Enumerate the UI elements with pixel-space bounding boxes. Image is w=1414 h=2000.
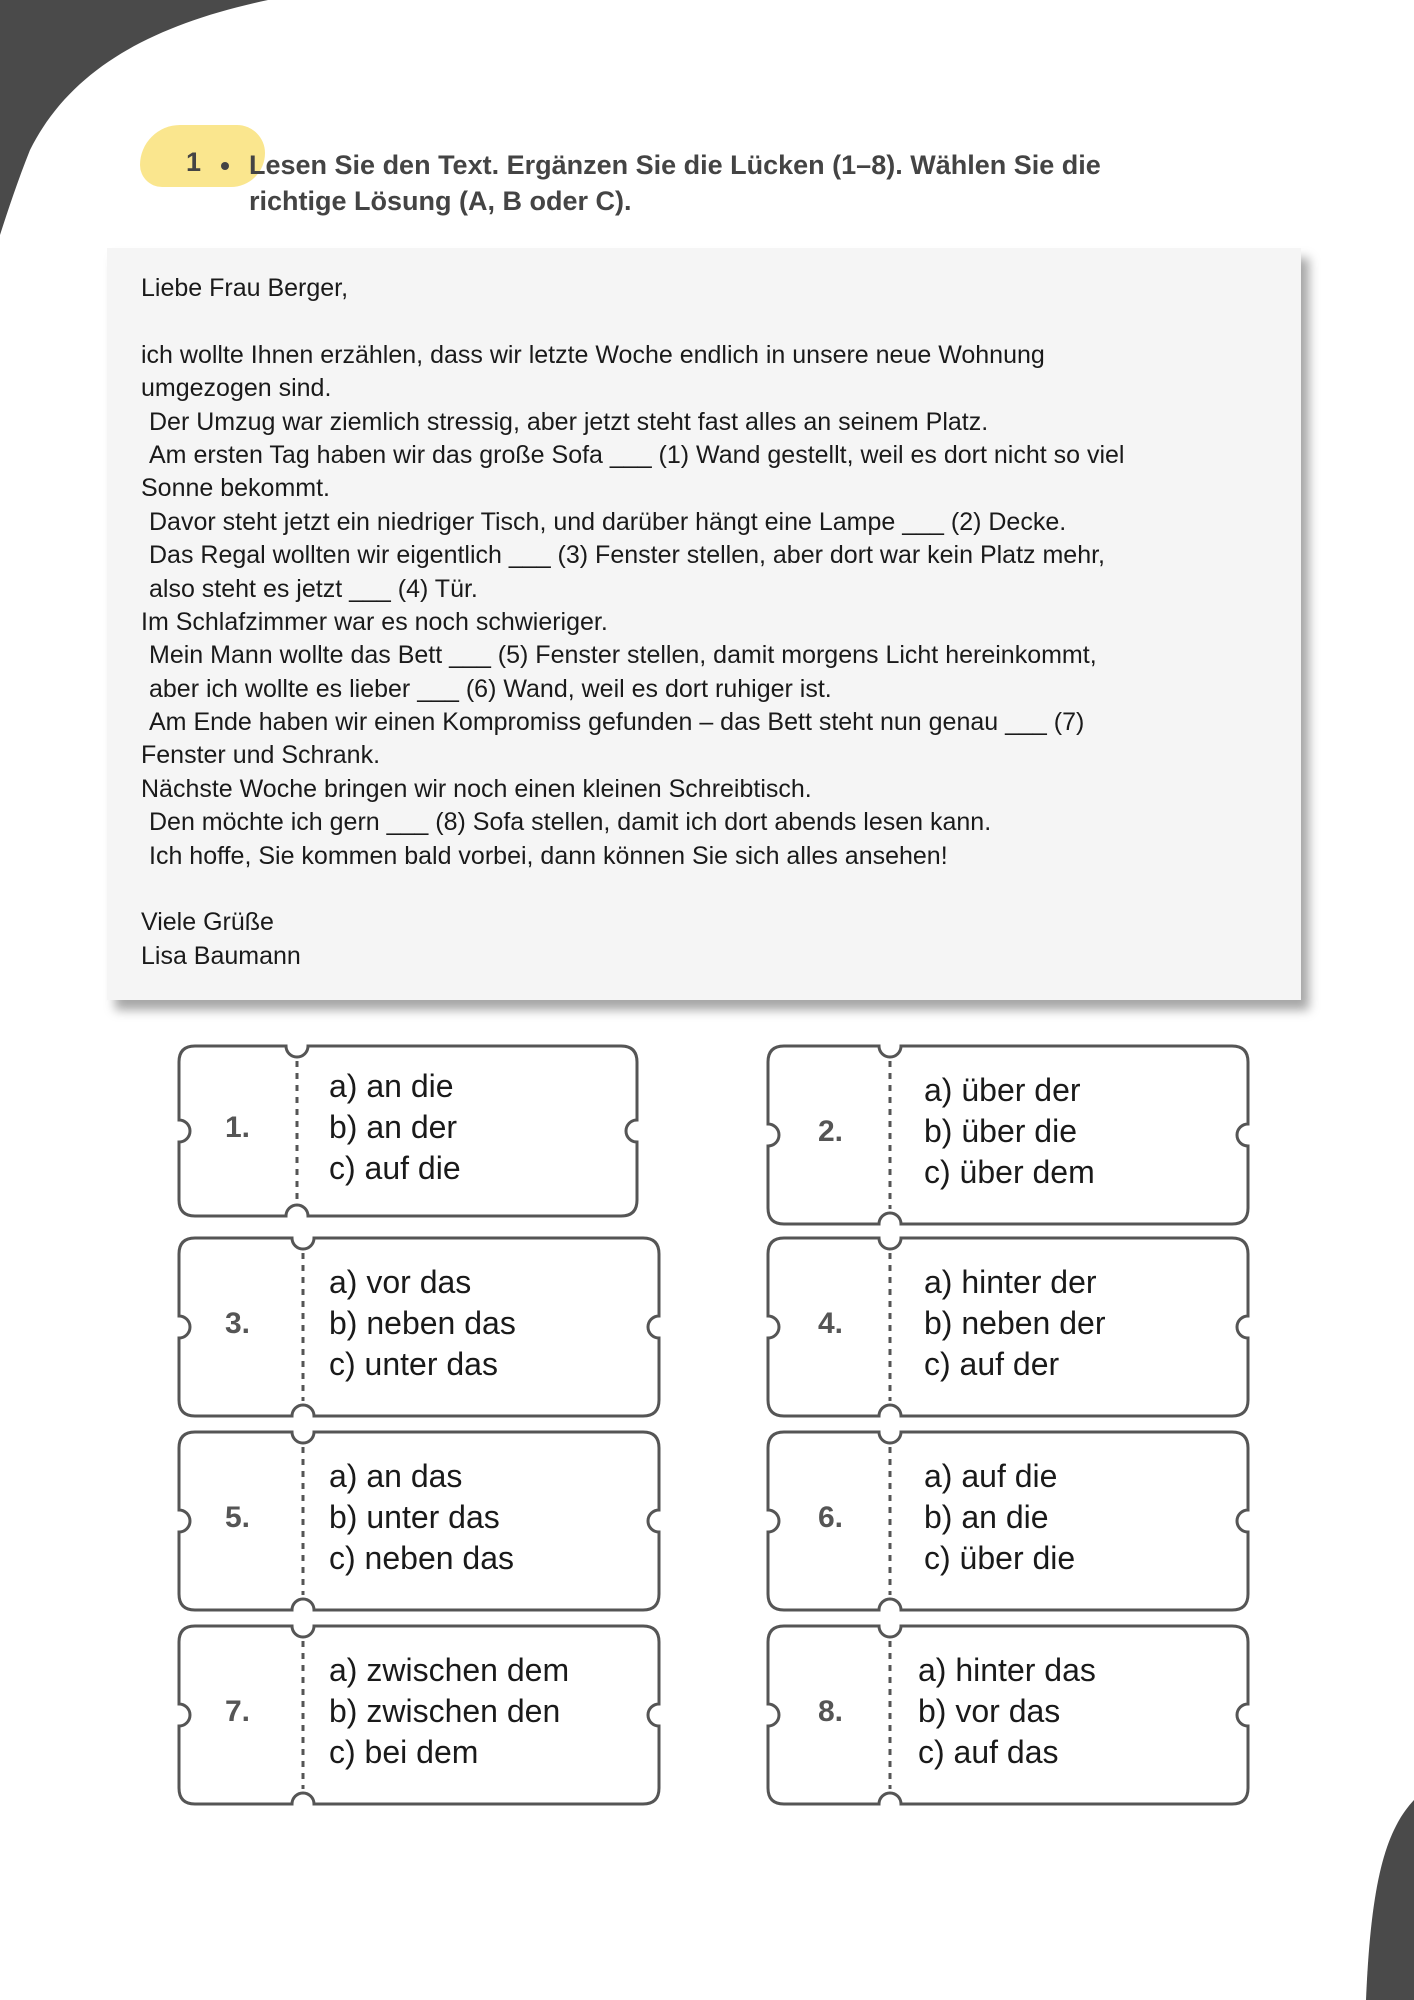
option-b[interactable]: b) über die	[924, 1113, 1077, 1149]
option-b[interactable]: b) neben der	[924, 1305, 1106, 1341]
ticket-number: 8.	[818, 1695, 844, 1728]
letter-line: also steht es jetzt ___ (4) Tür.	[149, 574, 478, 603]
letter-line: Im Schlafzimmer war es noch schwieriger.	[141, 607, 608, 636]
option-a[interactable]: a) an die	[329, 1068, 454, 1104]
ticket-options	[918, 1650, 1096, 1773]
option-a[interactable]: a) vor das	[329, 1264, 472, 1300]
task-instruction: Lesen Sie den Text. Ergänzen Sie die Lücken (1–8). Wählen Sie die richtige Lösung (A, B oder C).	[249, 150, 1101, 216]
corner-blob-top-left	[0, 0, 270, 240]
option-b[interactable]: b) an der	[329, 1109, 458, 1145]
letter-line: Nächste Woche bringen wir noch einen kleinen Schreibtisch.	[141, 774, 812, 803]
ticket-number: 4.	[818, 1307, 844, 1340]
answer-ticket-1	[177, 1044, 635, 1214]
letter-line: Am Ende haben wir einen Kompromiss gefunden – das Bett steht nun genau ___ (7)	[149, 708, 1085, 737]
letter-line: Der Umzug war ziemlich stressig, aber jetzt steht fast alles an seinem Platz.	[149, 407, 989, 436]
answer-ticket-3	[177, 1236, 657, 1414]
letter-closing: Viele Grüße	[141, 908, 274, 937]
letter-salutation: Liebe Frau Berger,	[141, 274, 349, 302]
letter-line: ich wollte Ihnen erzählen, dass wir letzte Woche endlich in unsere neue Wohnung	[141, 340, 1045, 369]
option-b[interactable]: b) vor das	[918, 1693, 1061, 1729]
ticket-options	[329, 1456, 514, 1579]
ticket-options	[924, 1070, 1095, 1193]
option-c[interactable]: c) auf die	[329, 1150, 461, 1186]
task-number: 1	[186, 147, 202, 177]
bullet-dot	[221, 162, 229, 170]
letter-line: Sonne bekommt.	[141, 474, 330, 503]
option-a[interactable]: a) hinter das	[918, 1652, 1096, 1688]
option-b[interactable]: b) neben das	[329, 1305, 516, 1341]
ticket-number: 6.	[818, 1501, 844, 1534]
ticket-options	[329, 1262, 516, 1385]
answer-ticket-2	[766, 1044, 1246, 1222]
letter-line: Ich hoffe, Sie kommen bald vorbei, dann können Sie sich alles ansehen!	[149, 841, 948, 870]
option-c[interactable]: c) auf das	[918, 1734, 1059, 1770]
option-a[interactable]: a) über der	[924, 1072, 1081, 1108]
answer-ticket-5	[177, 1430, 657, 1608]
letter-line: aber ich wollte es lieber ___ (6) Wand, weil es dort ruhiger ist.	[149, 674, 832, 703]
ticket-number: 1.	[225, 1111, 251, 1144]
ticket-number: 7.	[225, 1695, 251, 1728]
option-c[interactable]: c) neben das	[329, 1540, 515, 1576]
ticket-options	[924, 1456, 1075, 1579]
option-b[interactable]: b) zwischen den	[329, 1693, 561, 1729]
answer-ticket-6	[766, 1430, 1246, 1608]
answer-ticket-4	[766, 1236, 1246, 1414]
option-a[interactable]: a) an das	[329, 1458, 463, 1494]
option-c[interactable]: c) bei dem	[329, 1734, 479, 1770]
option-b[interactable]: b) unter das	[329, 1499, 500, 1535]
option-c[interactable]: c) über dem	[924, 1154, 1095, 1190]
ticket-options	[329, 1650, 569, 1773]
ticket-number: 3.	[225, 1307, 251, 1340]
number-highlight	[140, 125, 265, 187]
option-a[interactable]: a) zwischen dem	[329, 1652, 570, 1688]
letter-line: Den möchte ich gern ___ (8) Sofa stellen, damit ich dort abends lesen kann.	[149, 808, 992, 837]
ticket-options	[924, 1262, 1105, 1385]
letter-line: Fenster und Schrank.	[141, 741, 381, 770]
option-c[interactable]: c) über die	[924, 1540, 1076, 1576]
letter-text	[141, 272, 1291, 973]
ticket-number: 2.	[818, 1115, 844, 1148]
option-a[interactable]: a) auf die	[924, 1458, 1058, 1494]
answer-ticket-8	[766, 1624, 1246, 1802]
letter-card	[107, 248, 1301, 1000]
ticket-options	[329, 1066, 461, 1189]
option-c[interactable]: c) auf der	[924, 1346, 1060, 1382]
letter-line: Mein Mann wollte das Bett ___ (5) Fenster stellen, damit morgens Licht hereinkommt,	[149, 641, 1097, 670]
letter-line: umgezogen sind.	[141, 374, 332, 403]
letter-line: Das Regal wollten wir eigentlich ___ (3) Fenster stellen, aber dort war kein Platz mehr,	[149, 541, 1105, 570]
option-b[interactable]: b) an die	[924, 1499, 1049, 1535]
ticket-number: 5.	[225, 1501, 251, 1534]
letter-line: Davor steht jetzt ein niedriger Tisch, und darüber hängt eine Lampe ___ (2) Decke.	[149, 507, 1067, 536]
option-a[interactable]: a) hinter der	[924, 1264, 1097, 1300]
letter-line: Am ersten Tag haben wir das große Sofa ___ (1) Wand gestellt, weil es dort nicht so viel	[149, 440, 1125, 469]
option-c[interactable]: c) unter das	[329, 1346, 498, 1382]
letter-signature: Lisa Baumann	[141, 941, 301, 970]
corner-blob-bottom-right	[1366, 1800, 1414, 2000]
answer-ticket-7	[177, 1624, 657, 1802]
